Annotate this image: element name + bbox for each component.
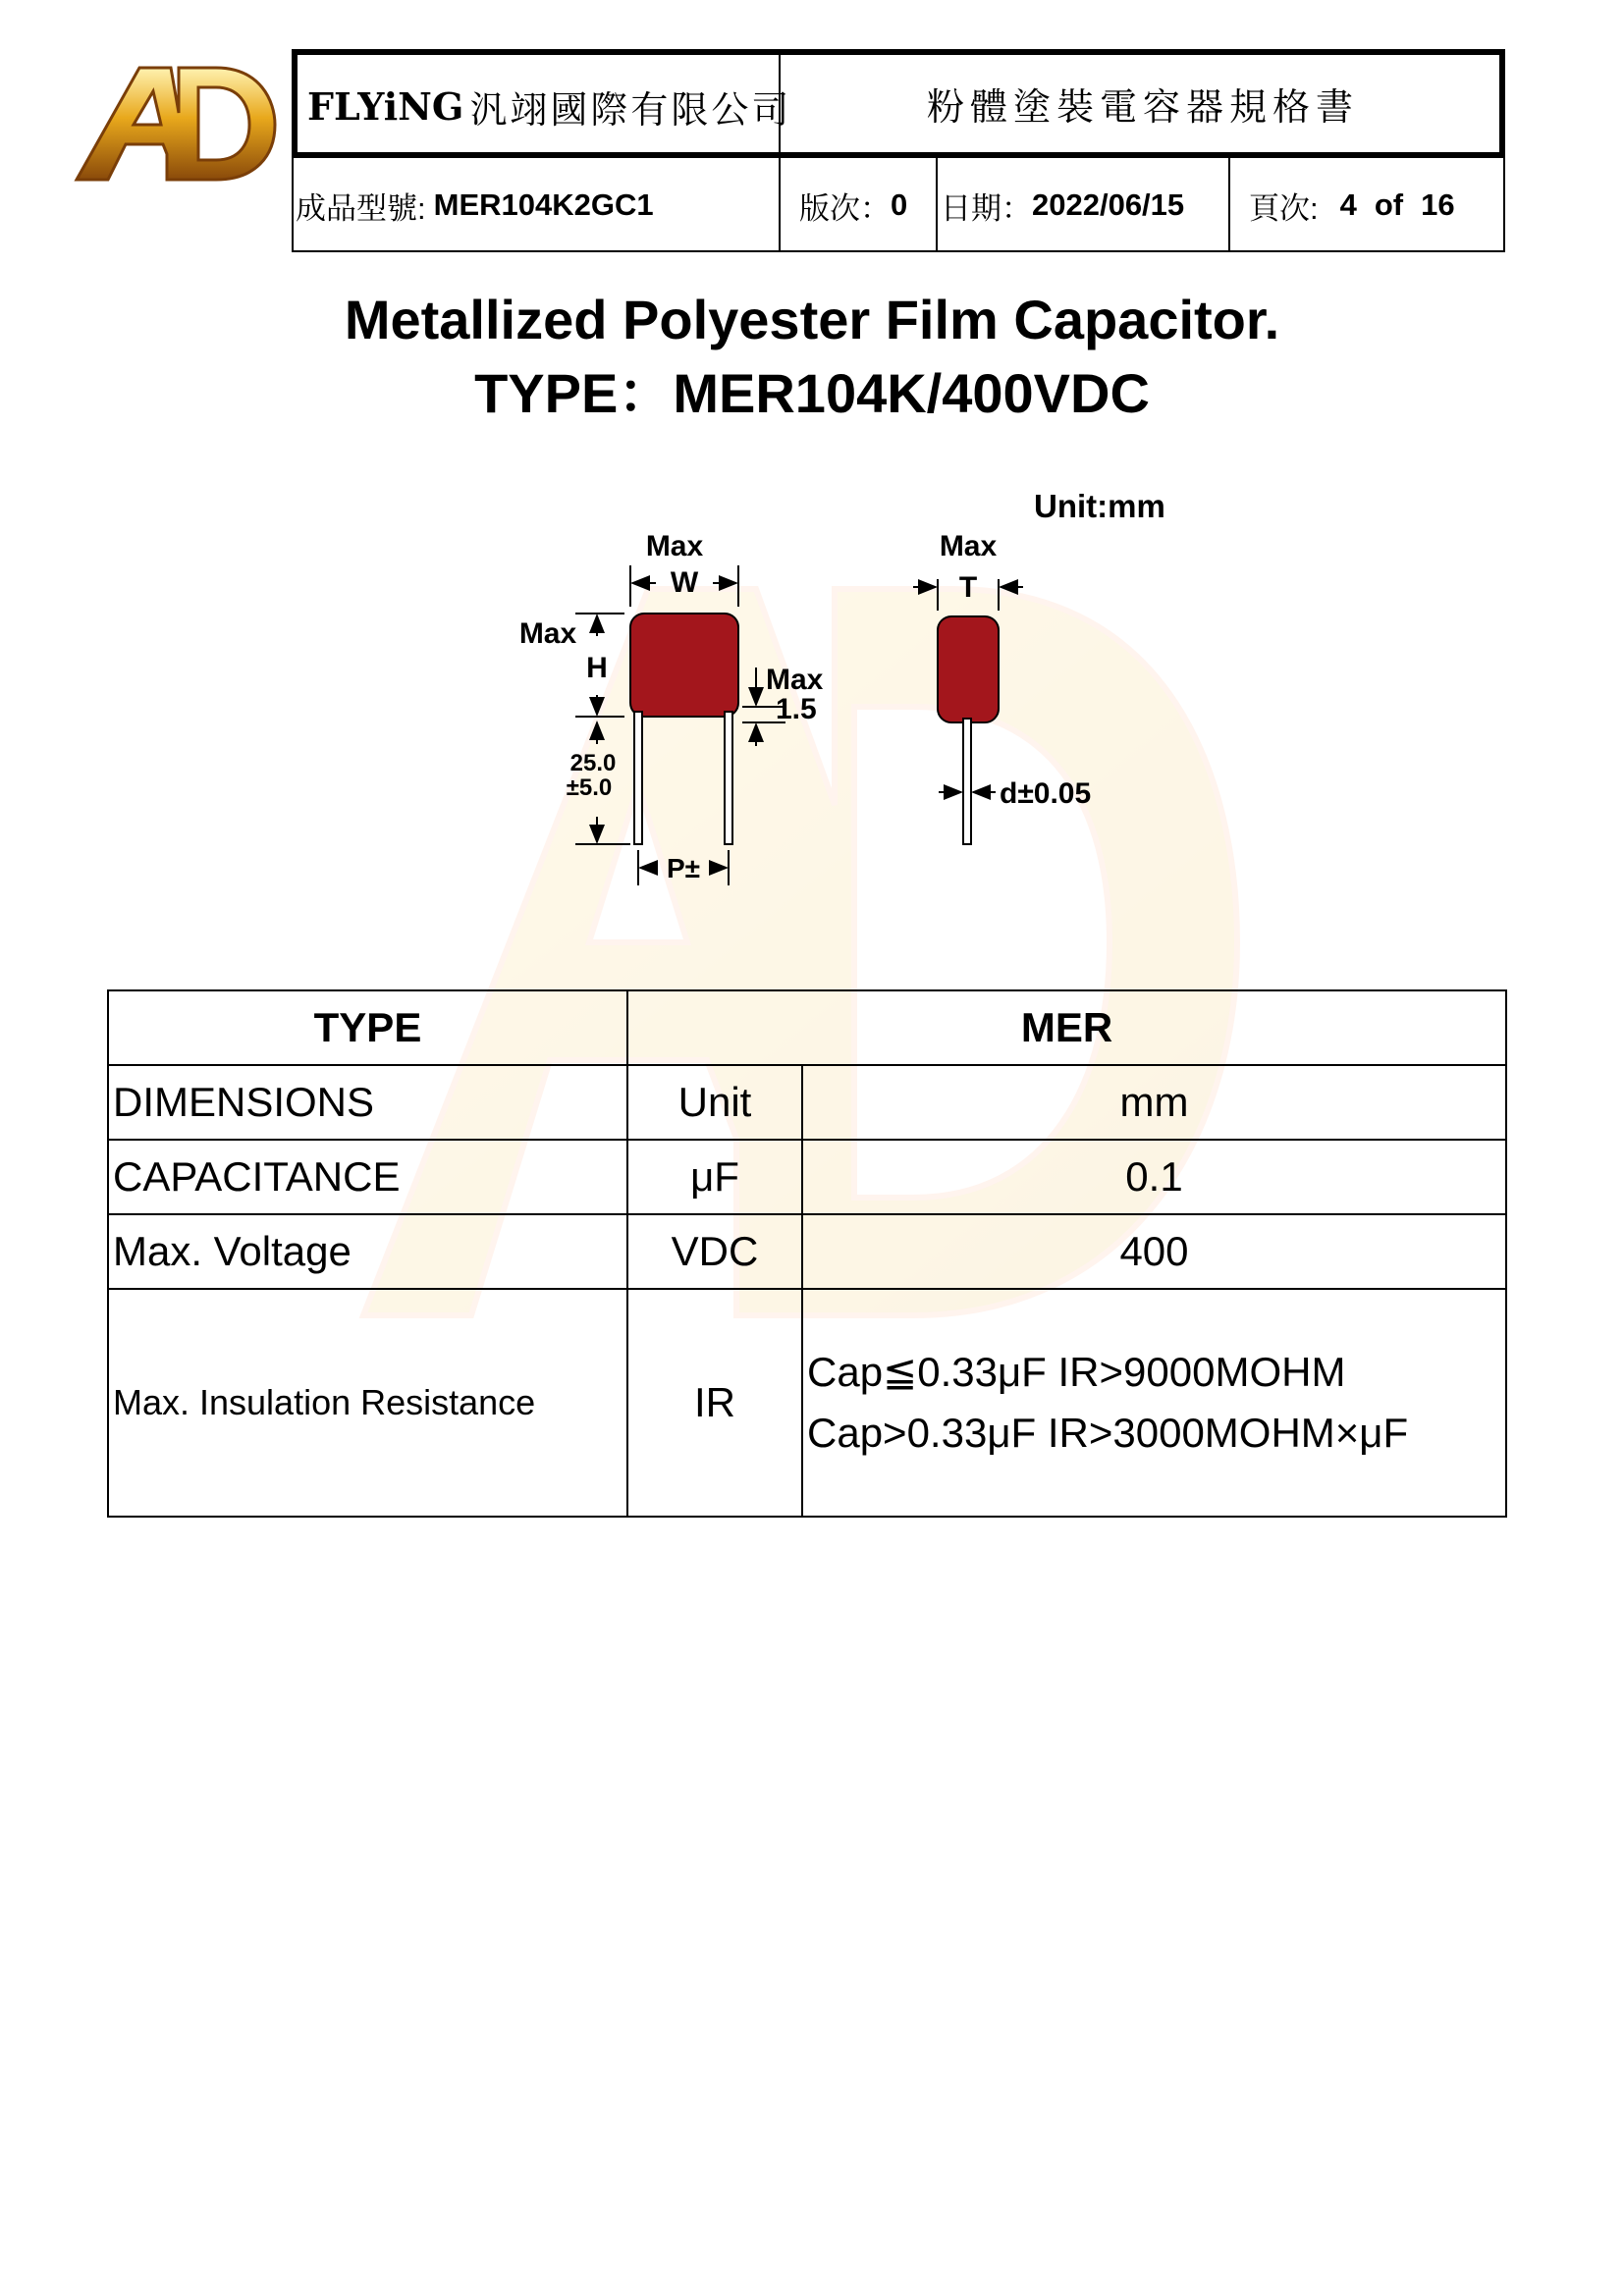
front-h-label: H: [586, 652, 608, 684]
ir-value: [802, 1289, 1506, 1517]
front-lead-right: [725, 712, 732, 844]
capacitor-dimension-diagram: [491, 481, 1198, 913]
front-w-label: W: [670, 566, 699, 599]
side-max-t-label: Max: [939, 530, 998, 562]
unit-label: Unit:mm: [1034, 488, 1165, 524]
page-info: [1249, 158, 1455, 252]
type-value: MER: [627, 990, 1506, 1065]
version-label: 版次：: [799, 190, 891, 226]
ir-name: Max. Insulation Resistance: [108, 1289, 627, 1517]
row-name: Max. Voltage: [108, 1214, 627, 1289]
side-t-label: T: [958, 571, 978, 604]
spec-table: [107, 989, 1507, 1518]
row-value: 0.1: [802, 1140, 1506, 1214]
pitch-label: P±: [666, 853, 701, 883]
lead-gap-max-label: Max: [766, 664, 824, 696]
front-max-h-label: Max: [518, 617, 577, 650]
table-row: [108, 1065, 1506, 1140]
type-title: TYPE：MER104K/400VDC: [474, 362, 1150, 424]
page-of: of: [1374, 187, 1404, 222]
lead-length-tolerance: ±5.0: [566, 774, 613, 801]
version: [799, 158, 907, 252]
side-lead: [963, 719, 971, 844]
wire-diameter-label: d±0.05: [1000, 777, 1092, 810]
company-brand: FLYiNG: [307, 83, 464, 129]
front-max-w-label: Max: [645, 530, 704, 562]
row-unit: μF: [627, 1140, 802, 1214]
front-body: [630, 614, 738, 717]
type-header: TYPE: [108, 990, 627, 1065]
version-value: 0: [891, 187, 908, 222]
company-logo: [69, 54, 280, 191]
row-name: DIMENSIONS: [108, 1065, 627, 1140]
lead-gap-value: 1.5: [776, 693, 817, 725]
row-value: 400: [802, 1214, 1506, 1289]
product-model-value: MER104K2GC1: [433, 187, 654, 222]
front-lead-left: [634, 712, 642, 844]
row-unit: Unit: [627, 1065, 802, 1140]
info-divider: [779, 158, 781, 252]
document-title: 粉體塗裝電容器規格書: [926, 85, 1359, 129]
ir-line-1: Cap≦0.33μF IR>9000MOHM: [807, 1349, 1346, 1395]
lead-length-value: 25.0: [569, 750, 617, 776]
table-row: [108, 1140, 1506, 1214]
date-value: 2022/06/15: [1032, 187, 1185, 222]
ir-line-2: Cap>0.33μF IR>3000MOHM×μF: [807, 1410, 1409, 1456]
row-value: mm: [802, 1065, 1506, 1140]
page-value: 4: [1339, 187, 1357, 222]
date-label: 日期：: [941, 190, 1032, 226]
page-total: 16: [1421, 187, 1455, 222]
row-name: CAPACITANCE: [108, 1140, 627, 1214]
ir-unit: IR: [627, 1289, 802, 1517]
table-row: [108, 1214, 1506, 1289]
date: [941, 158, 1184, 252]
product-model: [296, 158, 654, 252]
product-model-label: 成品型號:: [296, 190, 426, 226]
main-title: Metallized Polyester Film Capacitor.: [344, 289, 1280, 350]
row-unit: VDC: [627, 1214, 802, 1289]
info-divider: [936, 158, 938, 252]
company-block: [307, 79, 791, 133]
side-body: [938, 616, 999, 722]
company-name: 汎翊國際有限公司: [469, 87, 792, 132]
table-row-insulation: [108, 1289, 1506, 1517]
page-label: 頁次:: [1249, 190, 1319, 226]
info-divider: [1228, 158, 1230, 252]
table-header-row: [108, 990, 1506, 1065]
